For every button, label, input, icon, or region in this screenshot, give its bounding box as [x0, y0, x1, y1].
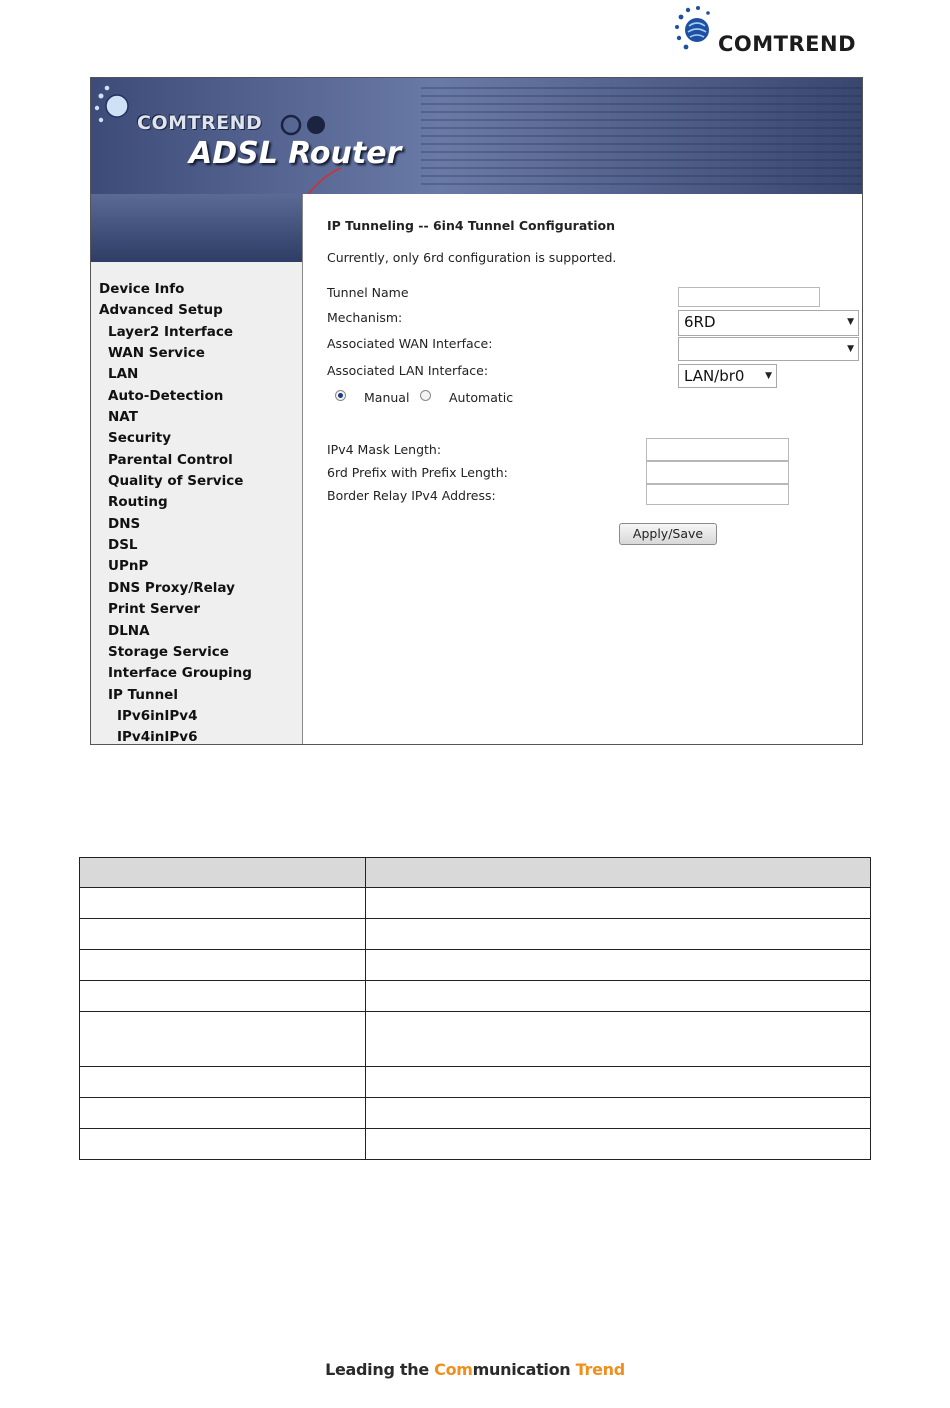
footer-tagline	[0, 1360, 950, 1379]
table-cell	[366, 1067, 871, 1098]
header-banner	[91, 78, 862, 194]
chevron-down-icon: ▼	[847, 344, 854, 354]
table-cell	[80, 950, 366, 981]
sidebar-item-print-server[interactable]: Print Server	[108, 601, 201, 618]
sidebar-item-interface-grouping[interactable]: Interface Grouping	[108, 665, 252, 682]
sidebar-menu	[99, 279, 252, 745]
manual-radio[interactable]	[335, 390, 346, 401]
banner-logo-text: COMTREND	[137, 112, 263, 134]
table-cell	[366, 888, 871, 919]
description-table	[79, 857, 871, 1160]
table-row	[80, 981, 871, 1012]
sidebar-item-dns-proxy-relay[interactable]: DNS Proxy/Relay	[108, 579, 235, 596]
table-cell	[80, 1012, 366, 1067]
table-row	[80, 950, 871, 981]
automatic-radio[interactable]	[420, 390, 431, 401]
chevron-down-icon: ▼	[765, 371, 772, 381]
sidebar	[91, 194, 303, 744]
sidebar-item-layer2-interface[interactable]: Layer2 Interface	[108, 323, 234, 340]
sidebar-item-dns[interactable]: DNS	[108, 515, 141, 532]
table-cell	[366, 950, 871, 981]
sidebar-item-wan-service[interactable]: WAN Service	[108, 345, 205, 362]
page-title: IP Tunneling -- 6in4 Tunnel Configuration	[327, 218, 616, 233]
6rd-prefix-input[interactable]	[646, 461, 789, 484]
tagline-part: Leading the	[325, 1360, 435, 1379]
table-cell	[366, 981, 871, 1012]
lan-interface-label: Associated LAN Interface:	[327, 363, 489, 378]
table-row	[80, 1098, 871, 1129]
tunnel-name-label: Tunnel Name	[327, 285, 409, 300]
table-cell	[80, 1067, 366, 1098]
ipv4-mask-length-input[interactable]	[646, 438, 789, 461]
border-relay-input[interactable]	[646, 484, 789, 505]
mechanism-value: 6RD	[684, 313, 716, 331]
apply-save-button[interactable]: Apply/Save	[619, 523, 717, 545]
sidebar-item-ipv6inipv4[interactable]: IPv6inIPv4	[117, 707, 198, 724]
table-cell	[80, 919, 366, 950]
table-row	[80, 888, 871, 919]
sidebar-item-dlna[interactable]: DLNA	[108, 622, 150, 639]
table-cell	[80, 1129, 366, 1160]
table-cell	[80, 888, 366, 919]
table-cell	[366, 1129, 871, 1160]
table-row	[80, 919, 871, 950]
table-header-row	[80, 858, 871, 888]
table-row	[80, 1129, 871, 1160]
tagline-highlight: Com	[434, 1360, 473, 1379]
sidebar-item-auto-detection[interactable]: Auto-Detection	[108, 387, 224, 404]
sidebar-item-dsl[interactable]: DSL	[108, 537, 138, 554]
border-relay-label: Border Relay IPv4 Address:	[327, 488, 496, 503]
sidebar-item-parental-control[interactable]: Parental Control	[108, 451, 233, 468]
table-cell	[80, 1098, 366, 1129]
table-header-cell	[366, 858, 871, 888]
sidebar-item-security[interactable]: Security	[108, 430, 172, 447]
wan-interface-select[interactable]	[678, 337, 859, 361]
tagline-highlight: Trend	[575, 1360, 625, 1379]
sidebar-item-device-info[interactable]: Device Info	[99, 281, 185, 297]
sidebar-header-shade	[91, 194, 302, 262]
comtrend-globe-icon	[672, 4, 720, 54]
lan-interface-select[interactable]	[678, 364, 777, 388]
table-row	[80, 1067, 871, 1098]
config-note: Currently, only 6rd configuration is supported.	[327, 250, 617, 265]
mechanism-label: Mechanism:	[327, 310, 403, 325]
wan-interface-label: Associated WAN Interface:	[327, 336, 493, 351]
mechanism-select[interactable]	[678, 310, 859, 336]
sidebar-item-advanced-setup[interactable]: Advanced Setup	[99, 302, 223, 319]
table-cell	[366, 919, 871, 950]
chevron-down-icon: ▼	[847, 317, 854, 327]
table-cell	[80, 981, 366, 1012]
sidebar-item-storage-service[interactable]: Storage Service	[108, 643, 229, 660]
router-screenshot	[90, 77, 863, 745]
main-content	[303, 194, 861, 744]
ipv4-mask-length-label: IPv4 Mask Length:	[327, 442, 442, 457]
table-header-cell	[80, 858, 366, 888]
table-cell	[366, 1012, 871, 1067]
lan-interface-value: LAN/br0	[684, 367, 745, 385]
sidebar-item-ip-tunnel[interactable]: IP Tunnel	[108, 686, 178, 703]
tagline-part: munication	[472, 1360, 576, 1379]
automatic-label: Automatic	[449, 390, 514, 405]
sidebar-item-ipv4inipv6[interactable]: IPv4inIPv6	[117, 729, 198, 745]
sidebar-item-upnp[interactable]: UPnP	[108, 558, 149, 575]
brand-name: COMTREND	[718, 32, 857, 56]
tunnel-name-input[interactable]	[678, 287, 820, 307]
sidebar-item-lan[interactable]: LAN	[108, 366, 139, 383]
banner-product-title: ADSL Router	[189, 136, 402, 171]
sidebar-item-nat[interactable]: NAT	[108, 409, 138, 426]
comtrend-brand-logo	[672, 4, 872, 56]
sidebar-item-routing[interactable]: Routing	[108, 494, 168, 511]
6rd-prefix-label: 6rd Prefix with Prefix Length:	[327, 465, 508, 480]
table-row	[80, 1012, 871, 1067]
sidebar-item-quality-of-service[interactable]: Quality of Service	[108, 473, 244, 490]
table-cell	[366, 1098, 871, 1129]
manual-label: Manual	[364, 390, 410, 405]
